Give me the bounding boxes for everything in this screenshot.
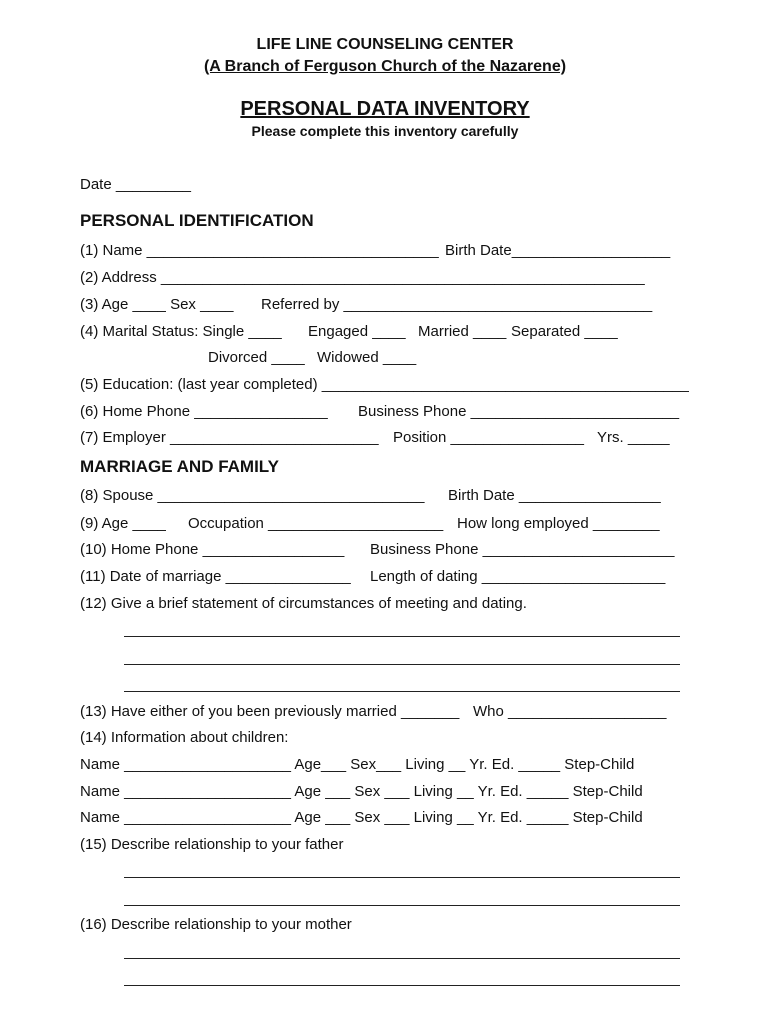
circumstances-line-1[interactable] [124,636,680,637]
marital-married-field[interactable]: Married ____ [418,323,507,340]
child-row-2[interactable]: Name ____________________ Age ___ Sex ___ Living __ Yr. Ed. _____ Step-Child [80,783,643,800]
circumstances-line-2[interactable] [124,664,680,665]
previously-married-who-field[interactable]: Who ___________________ [473,703,667,720]
previously-married-field[interactable]: (13) Have either of you been previously married _______ [80,703,460,720]
employed-length-field[interactable]: How long employed ________ [457,515,660,532]
home-phone-field[interactable]: (6) Home Phone ________________ [80,403,328,420]
mother-relationship-line-2[interactable] [124,985,680,986]
child-row-1[interactable]: Name ____________________ Age___ Sex___ Living __ Yr. Ed. _____ Step-Child [80,756,635,773]
marital-single-field[interactable]: (4) Marital Status: Single ____ [80,323,282,340]
marital-widowed-field[interactable]: Widowed ____ [317,349,417,366]
marital-separated-field[interactable]: Separated ____ [511,323,618,340]
mother-relationship-line-1[interactable] [124,958,680,959]
circumstances-line-3[interactable] [124,691,680,692]
name-field[interactable]: (1) Name ___________________________________ [80,242,439,259]
address-field[interactable]: (2) Address __________________________________________________________ [80,269,645,286]
age-sex-field[interactable]: (3) Age ____ Sex ____ [80,296,234,313]
section-personal-identification: PERSONAL IDENTIFICATION [80,211,314,230]
children-info-label: (14) Information about children: [80,729,289,746]
birth-date-field[interactable]: Birth Date___________________ [445,242,671,259]
page-title: PERSONAL DATA INVENTORY [240,98,530,120]
spouse-age-field[interactable]: (9) Age ____ [80,515,166,532]
marital-engaged-field[interactable]: Engaged ____ [308,323,406,340]
business-phone-field[interactable]: Business Phone _________________________ [358,403,680,420]
date-field[interactable]: Date _________ [80,176,191,193]
spouse-field[interactable]: (8) Spouse ________________________________ [80,487,425,504]
mother-relationship-question: (16) Describe relationship to your mother [80,916,352,933]
section-marriage-family: MARRIAGE AND FAMILY [80,457,279,476]
position-field[interactable]: Position ________________ [393,429,585,446]
dating-length-field[interactable]: Length of dating ______________________ [370,568,666,585]
child-row-3[interactable]: Name ____________________ Age ___ Sex ___ Living __ Yr. Ed. _____ Step-Child [80,809,643,826]
marriage-date-field[interactable]: (11) Date of marriage _______________ [80,568,351,585]
org-name: LIFE LINE COUNSELING CENTER [256,36,514,53]
page-subtitle: Please complete this inventory carefully [251,123,519,139]
father-relationship-line-1[interactable] [124,877,680,878]
circumstances-question: (12) Give a brief statement of circumstances of meeting and dating. [80,595,527,612]
employer-field[interactable]: (7) Employer _________________________ [80,429,379,446]
referred-by-field[interactable]: Referred by _____________________________________ [261,296,653,313]
spouse-birth-date-field[interactable]: Birth Date _________________ [448,487,661,504]
education-field[interactable]: (5) Education: (last year completed) ____________________________________________ [80,376,689,393]
years-field[interactable]: Yrs. _____ [597,429,670,446]
marital-divorced-field[interactable]: Divorced ____ [208,349,305,366]
father-relationship-line-2[interactable] [124,905,680,906]
spouse-business-phone-field[interactable]: Business Phone _______________________ [370,541,675,558]
spouse-occupation-field[interactable]: Occupation _____________________ [188,515,444,532]
father-relationship-question: (15) Describe relationship to your father [80,836,344,853]
org-branch: (A Branch of Ferguson Church of the Nazarene) [203,58,567,75]
spouse-home-phone-field[interactable]: (10) Home Phone _________________ [80,541,345,558]
